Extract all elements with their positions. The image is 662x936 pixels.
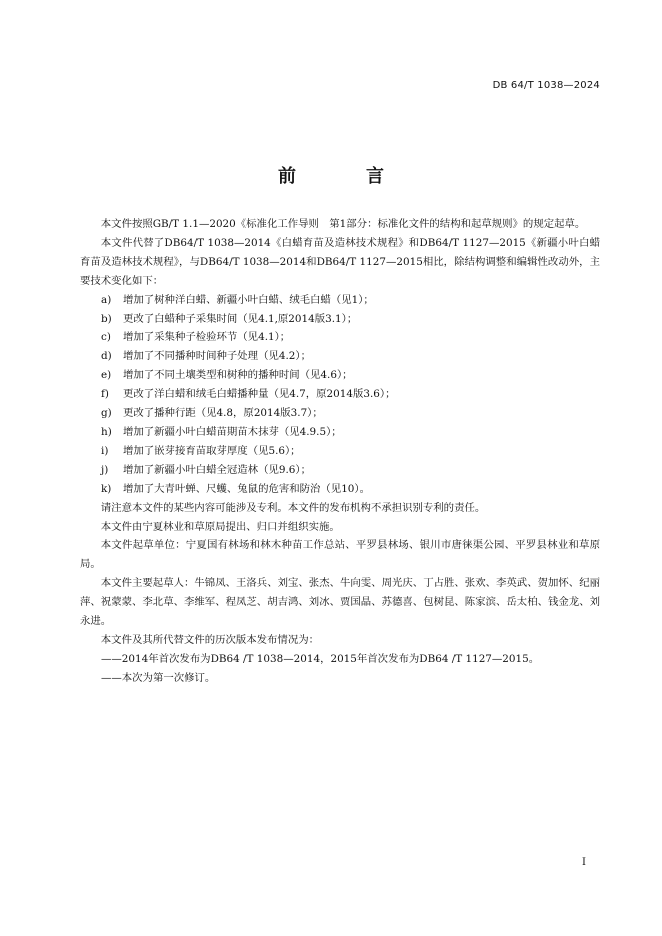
paragraph-drafting-rules: 本文件按照GB/T 1.1—2020《标准化工作导则 第1部分：标准化文件的结构和起草规则》的规定起草。 [100, 218, 586, 230]
list-item-text: 更改了白蜡种子采集时间（见4.1,原2014版3.1）； [123, 312, 358, 325]
list-item-text: 增加了嵌芽接育苗取芽厚度（见5.6）； [123, 444, 301, 457]
list-item-label: k) [101, 482, 112, 495]
list-item [80, 291, 600, 310]
list-item-text: 增加了采集种子检验环节（见4.1）； [123, 331, 291, 344]
list-item-text: 增加了新疆小叶白蜡全冠造林（见9.6）； [123, 463, 311, 476]
list-item-label: g) [101, 407, 112, 420]
list-item [80, 423, 600, 442]
list-item-text: 增加了不同土壤类型和树种的播种时间（见4.6）； [123, 369, 353, 382]
paragraph-drafting-units: 本文件起草单位：宁夏国有林场和林木种苗工作总站、平罗县林场、银川市唐徕渠公园、平罗县林业和草原局。 [80, 539, 600, 571]
foreword-content [80, 215, 600, 688]
list-item-label: f) [101, 388, 109, 401]
list-item-label: j) [101, 463, 109, 476]
list-item-label: e) [101, 369, 112, 382]
list-item-text: 更改了播种行距（见4.8，原2014版3.7）； [123, 407, 323, 420]
list-item-text: 增加了大青叶蝉、尺蠖、兔鼠的危害和防治（见10）。 [123, 482, 371, 495]
list-item-text: 增加了不同播种时间种子处理（见4.2）； [123, 350, 311, 363]
paragraph-proposer: 本文件由宁夏林业和草原局提出、归口并组织实施。 [100, 520, 340, 533]
list-item-text: 更改了洋白蜡和绒毛白蜡播种量（见4.7，原2014版3.6）； [123, 388, 396, 401]
list-item [80, 385, 600, 404]
document-code: DB 64/T 1038—2024 [492, 80, 600, 91]
history-item: ——2014年首次发布为DB64 /T 1038—2014，2015年首次发布为DB64 /T 1127—2015。 [101, 652, 540, 665]
paragraph-history-intro: 本文件及其所代替文件的历次版本发布情况为： [100, 633, 319, 646]
history-item: ——本次为第一次修订。 [101, 671, 216, 684]
list-item-label: h) [101, 425, 112, 438]
list-item [80, 347, 600, 366]
list-item-label: b) [101, 312, 112, 325]
list-item-text: 增加了新疆小叶白蜡苗期苗木抹芽（见4.9.5）； [123, 425, 342, 438]
list-item [80, 328, 600, 347]
list-item-text: 增加了树种洋白蜡、新疆小叶白蜡、绒毛白蜡（见1）； [123, 293, 374, 306]
list-item [80, 366, 600, 385]
list-item [80, 442, 600, 461]
paragraph-drafters: 本文件主要起草人：牛锦凤、王洛兵、刘宝、张杰、牛向雯、周光庆、丁占胜、张欢、李英武、贺加怀、纪丽萍、祝蒙蒙、李北草、李维军、程凤芝、胡吉鸿、刘冰、贾国晶、苏德喜、包树昆、陈家滨、岳太柏、钱金龙、刘永进。 [80, 577, 600, 628]
list-item-label: i) [101, 444, 109, 457]
list-item [80, 461, 600, 480]
list-item [80, 404, 600, 423]
list-item-label: a) [101, 293, 112, 306]
list-item [80, 310, 600, 329]
list-item-label: d) [101, 350, 112, 363]
list-item [80, 480, 600, 499]
paragraph-patent-notice: 请注意本文件的某些内容可能涉及专利。本文件的发布机构不承担识别专利的责任。 [100, 501, 486, 514]
page-title: 前 言 [278, 166, 410, 187]
list-item-label: c) [101, 331, 111, 344]
paragraph-replaces: 本文件代替了DB64/T 1038—2014《白蜡育苗及造林技术规程》和DB64/T 1127—2015《新疆小叶白蜡育苗及造林技术规程》，与DB64/T 1038—2014和DB64/T 1127—2015相比，除结构调整和编辑性改动外，主要技术变化如下： [80, 236, 600, 287]
page-number: I [582, 857, 586, 868]
